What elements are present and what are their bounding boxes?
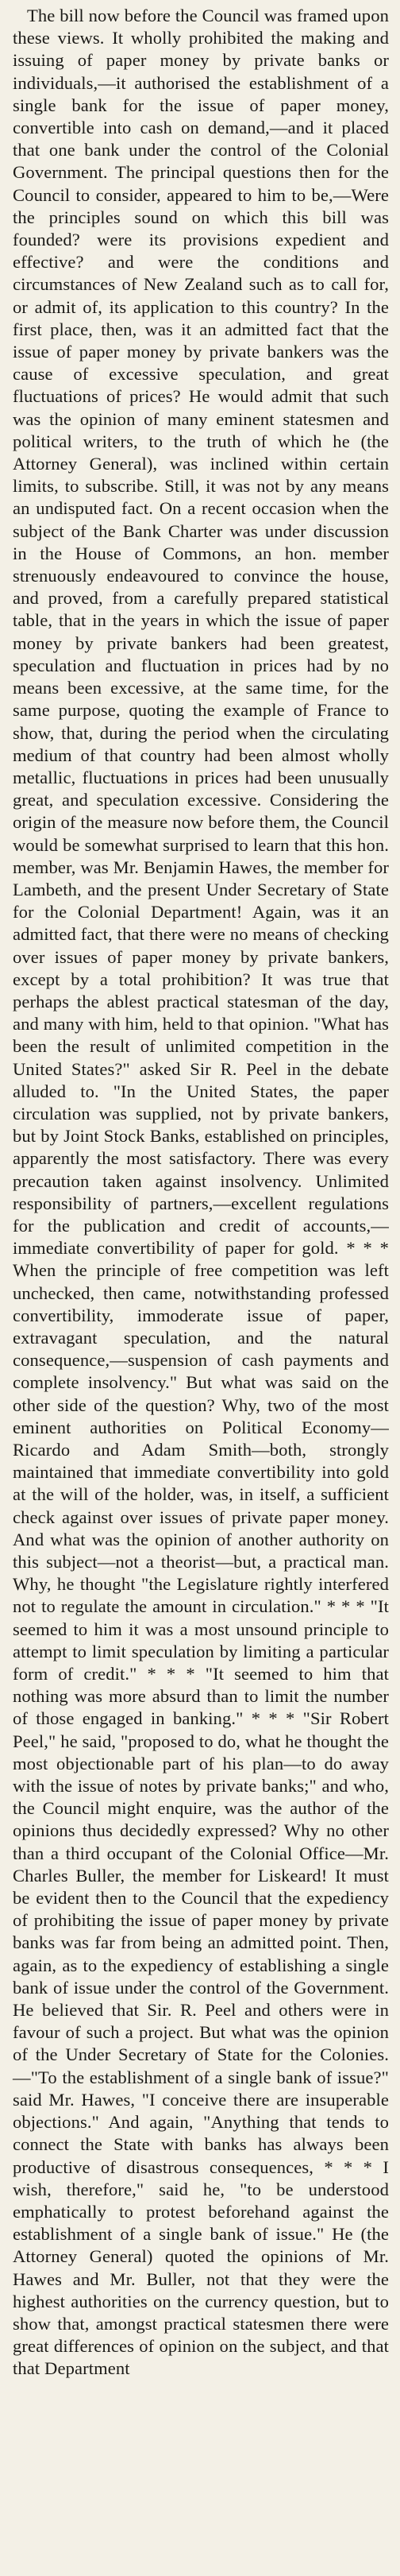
article-column <box>13 5 389 2381</box>
article-paragraph: The bill now before the Council was framed upon these views. It wholly prohibited the making and issuing of paper money by private banks or individuals,—it authorised the establishment of a single bank for the issue of paper money, convertible into cash on demand,—and it placed that one bank under the control of the Colonial Government. The principal questions then for the Council to consider, appeared to him to be,—Were the principles sound on which this bill was founded? were its provisions expedient and effective? and were the conditions and circumstances of New Zealand such as to call for, or admit of, its application to this country? In the first place, then, was it an admitted fact that the issue of paper money by private bankers was the cause of excessive speculation, and great fluctuations of prices? He would admit that such was the opinion of many eminent statesmen and political writers, to the truth of which he (the Attorney General), was inclined within certain limits, to subscribe. Still, it was not by any means an undisputed fact. On a recent occasion when the subject of the Bank Charter was under discussion in the House of Commons, an hon. member strenuously endeavoured to convince the house, and proved, from a carefully prepared statistical table, that in the years in which the issue of paper money by private bankers had been greatest, speculation and fluctuation in prices had by no means been excessive, at the same time, for the same purpose, quoting the example of France to show, that, during the period when the circulating medium of that country had been almost wholly metallic, fluctuations in prices had been unusually great, and speculation excessive. Considering the origin of the measure now before them, the Council would be somewhat surprised to learn that this hon. member, was Mr. Benjamin Hawes, the member for Lambeth, and the present Under Secretary of State for the Colonial Department! Again, was it an admitted fact, that there were no means of checking over issues of paper money by private bankers, except by a total prohibition? It was true that perhaps the ablest practical statesman of the day, and many with him, held to that opinion. "What has been the result of unlimited competition in the United States?" asked Sir R. Peel in the debate alluded to. "In the United States, the paper circulation was supplied, not by private bankers, but by Joint Stock Banks, established on principles, apparently the most satisfactory. There was every precaution taken against insolvency. Unlimited responsibility of partners,—excellent regulations for the publication and credit of accounts,—immediate convertibility of paper for gold. * * * When the principle of free competition was left unchecked, then came, notwithstanding professed convertibility, immoderate issue of paper, extravagant speculation, and the natural consequence,—suspension of cash payments and complete insolvency." But what was said on the other side of the question? Why, two of the most eminent authorities on Political Economy—Ricardo and Adam Smith—both, strongly maintained that immediate convertibility into gold at the will of the holder, was, in itself, a sufficient check against over issues of private paper money. And what was the opinion of another authority on this subject—not a theorist—but, a practical man. Why, he thought "the Legislature rightly interfered not to regulate the amount in circulation." * * * "It seemed to him it was a most unsound principle to attempt to limit speculation by limiting a particular form of credit." * * * "It seemed to him that nothing was more absurd than to limit the number of those engaged in banking." * * * "Sir Robert Peel," he said, "proposed to do, what he thought the most objectionable part of his plan—to do away with the issue of notes by private banks;" and who, the Council might enquire, was the author of the opinions thus decidedly expressed? Why no other than a third occupant of the Colonial Office—Mr. Charles Buller, the member for Liskeard! It must be evident then to the Council that the expediency of prohibiting the issue of paper money by private banks was far from being an admitted point. Then, again, as to the expediency of establishing a single bank of issue under the control of the Government. He believed that Sir. R. Peel and others were in favour of such a project. But what was the opinion of the Under Secretary of State for the Colonies.—"To the establishment of a single bank of issue?" said Mr. Hawes, "I conceive there are insuperable objections." And again, "Anything that tends to connect the State with banks has always been productive of disastrous consequences, * * * I wish, therefore," said he, "to be understood emphatically to protest beforehand against the establishment of a single bank of issue." He (the Attorney General) quoted the opinions of Mr. Hawes and Mr. Buller, not that they were the highest authorities on the currency question, but to show that, amongst practical statesmen there were great differences of opinion on the subject, and that that Department <box>13 6 389 2379</box>
